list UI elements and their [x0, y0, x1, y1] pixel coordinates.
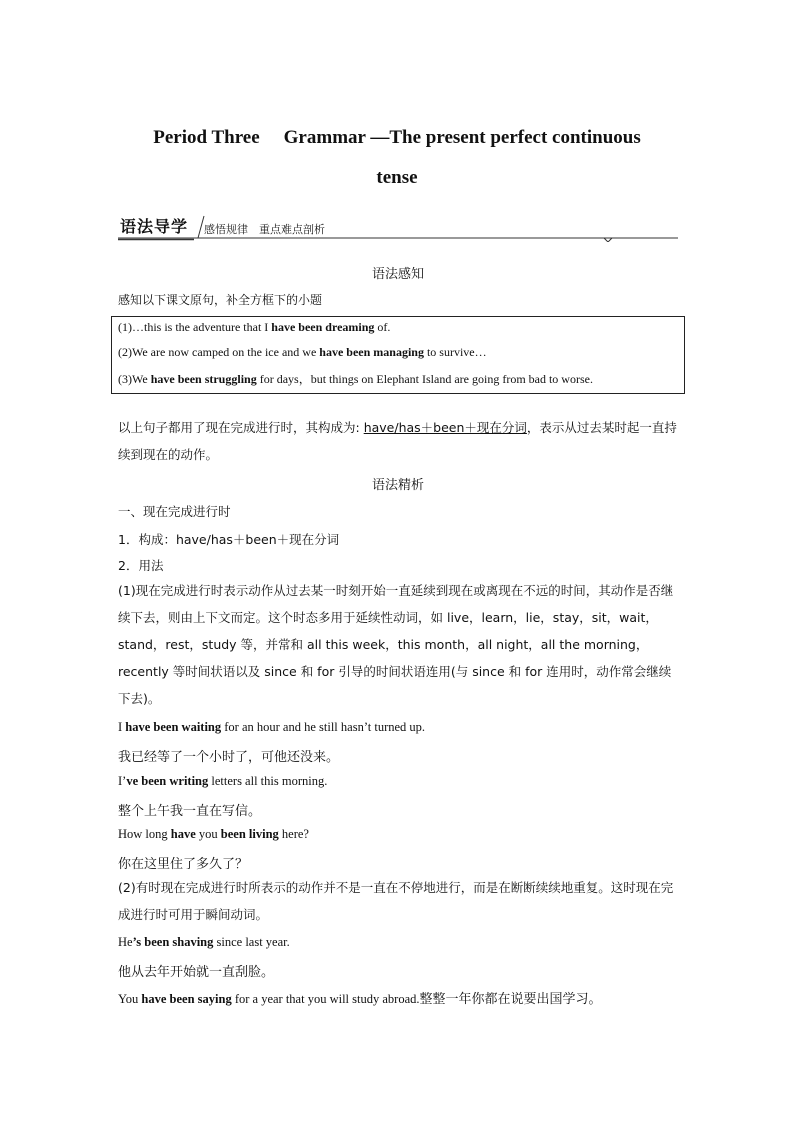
- example-box: [111, 316, 685, 394]
- example-5-zh: 整整一年你都在说要出国学习。: [419, 992, 602, 1007]
- banner-subtitle: 感悟规律 重点难点剖析: [204, 223, 325, 236]
- usage-paragraph-2: (2)有时现在完成进行时所表示的动作并不是一直在不停地进行，而是在断断续续地重复。这时现在完成进行时可用于瞬间动词。: [118, 880, 674, 922]
- section-banner: [118, 212, 678, 242]
- example-4-en: He’s been shaving since last year.: [118, 935, 290, 949]
- banner-tag: 语法导学: [120, 217, 189, 236]
- point-heading: 一、现在完成进行时: [118, 504, 231, 519]
- box-sentence-1: (1)…this is the adventure that I have been dreaming of.: [118, 320, 391, 334]
- page-title: [100, 118, 694, 198]
- example-2-en: I’ve been writing letters all this morning.: [118, 774, 328, 788]
- title-grammar: Grammar —The present perfect continuous: [283, 127, 641, 148]
- banner-rule: [118, 212, 680, 242]
- formula: have/has＋been＋现在分词: [363, 420, 527, 435]
- example-1-zh: 我已经等了一个小时了，可他还没来。: [118, 750, 340, 765]
- example-4-zh: 他从去年开始就一直刮脸。: [118, 965, 275, 980]
- title-period: Period Three: [153, 127, 260, 148]
- instruction: 感知以下课文原句，补全方框下的小题: [118, 293, 323, 307]
- example-2-zh: 整个上午我一直在写信。: [118, 804, 262, 819]
- example-3-zh: 你在这里住了多久了？: [118, 857, 249, 872]
- usage-paragraph-1: (1)现在完成进行时表示动作从过去某一时刻开始一直延续到现在或离现在不远的时间，其动作是否继续下去，则由上下文而定。这个时态多用于延续性动词，如 live，learn，lie，stay，sit，wait，stand，rest，study 等，并常和 all this week，this month，all night，all the morning，recently 等时间状语以及 since 和 for 引导的时间状语连用(与 since 和 for 连用时，动作常会继续下去)。: [118, 583, 674, 706]
- box-sentence-3: (3)We have been struggling for days，but things on Elephant Island are going from bad to worse.: [118, 372, 593, 386]
- example-3-en: How long have you been living here?: [118, 827, 309, 841]
- item-structure: 1．构成：have/has＋been＋现在分词: [118, 532, 340, 547]
- example-1-en: I have been waiting for an hour and he still hasn’t turned up.: [118, 720, 426, 734]
- item-usage: 2．用法: [118, 558, 164, 573]
- title-line-1: [100, 118, 694, 158]
- title-line-2: tense: [376, 167, 418, 188]
- example-5: You have been saying for a year that you will study abroad.整整一年你都在说要出国学习。: [118, 992, 602, 1007]
- section-heading-analysis: 语法精析: [371, 478, 424, 493]
- section-heading-perception: 语法感知: [371, 267, 424, 282]
- box-sentence-2: (2)We are now camped on the ice and we have been managing to survive…: [118, 345, 487, 359]
- summary-paragraph: 以上句子都用了现在完成进行时，其构成为: have/has＋been＋现在分词，表示从过去某时起一直持续到现在的动作。: [118, 420, 677, 462]
